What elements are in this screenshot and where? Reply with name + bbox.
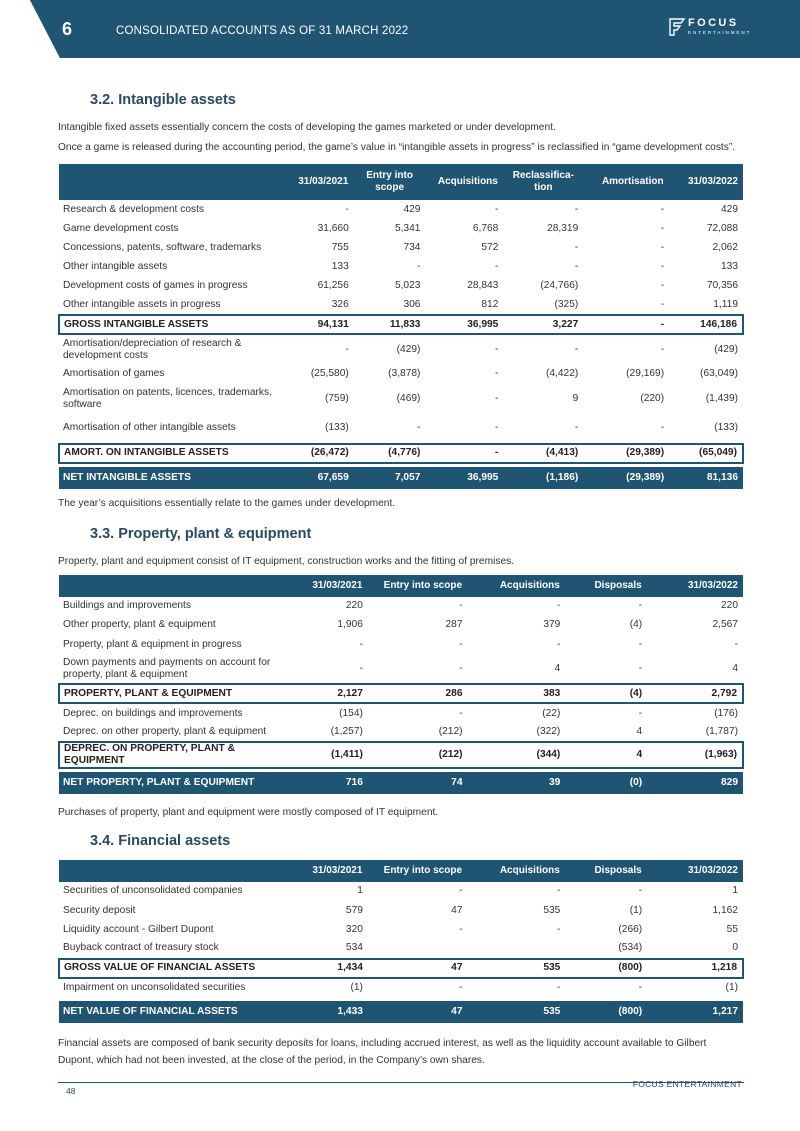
table-row: [59, 684, 743, 703]
table-cell: -: [417, 422, 421, 433]
column-header: [59, 860, 294, 882]
row-label: Research & development costs: [63, 203, 204, 215]
table-cell: 72,088: [706, 222, 738, 234]
row-label: Game development costs: [63, 222, 179, 234]
table-cell: 61,256: [317, 280, 349, 292]
table-cell: -: [459, 638, 463, 650]
table-cell: -: [574, 261, 579, 273]
table-cell: (4,776): [354, 444, 426, 463]
row-label: Amortisation/depreciation of research & development costs: [63, 337, 242, 361]
table-cell: 133: [331, 261, 349, 273]
table-cell: (29,389): [583, 467, 669, 489]
table-cell: 94,131: [290, 315, 354, 334]
table-cell: -: [660, 222, 665, 234]
table-row: [59, 238, 743, 257]
row-label: NET INTANGIBLE ASSETS: [59, 467, 290, 489]
row-label: Amortisation of other intangible assets: [63, 422, 236, 433]
row-label: GROSS INTANGIBLE ASSETS: [59, 315, 290, 334]
ppe-table: [58, 575, 744, 794]
table-cell: 220: [721, 600, 738, 612]
table-cell: 28,319: [547, 222, 579, 234]
table-cell: (22): [542, 707, 561, 719]
table-cell: (176): [714, 707, 738, 719]
table-cell: -: [556, 981, 561, 993]
table-cell: (534): [618, 942, 643, 954]
row-label: Other property, plant & equipment: [63, 619, 216, 631]
row-label: PROPERTY, PLANT & EQUIPMENT: [59, 684, 294, 703]
table-cell: -: [660, 422, 665, 433]
column-header: Entry into scope: [354, 164, 426, 200]
section-heading-financial: 3.4. Financial assets: [90, 832, 231, 849]
table-cell: (800): [565, 959, 647, 978]
table-cell: (29,169): [626, 367, 665, 379]
row-label: Liquidity account - Gilbert Dupont: [63, 923, 214, 935]
footer-rule: [58, 1082, 638, 1083]
table-cell: 1,162: [712, 904, 738, 916]
column-header: Reclassifica-tion: [503, 164, 583, 200]
table-cell: 1,433: [294, 1001, 368, 1023]
table-cell: 4: [554, 662, 561, 674]
table-row: [59, 258, 743, 277]
table-header-row: [59, 860, 743, 882]
table-cell: 716: [294, 772, 368, 794]
table-cell: (25,580): [310, 367, 349, 379]
table-header-row: [59, 575, 743, 597]
row-label: Down payments and payments on account for property, plant & equipment: [63, 656, 271, 680]
table-cell: 7,057: [354, 467, 426, 489]
table-cell: (1,963): [647, 742, 743, 768]
table-cell: (1): [350, 981, 363, 993]
table-row: [59, 635, 743, 654]
table-cell: -: [660, 203, 665, 215]
table-cell: (344): [468, 742, 566, 768]
table-cell: (133): [324, 422, 349, 433]
table-row: [59, 723, 743, 742]
focus-logo-icon: [668, 17, 686, 37]
row-label: NET PROPERTY, PLANT & EQUIPMENT: [59, 772, 294, 794]
table-cell: (1,257): [330, 725, 363, 737]
table-cell: -: [660, 343, 665, 355]
table-row: [59, 901, 743, 920]
table-cell: (212): [368, 742, 468, 768]
table-cell: -: [574, 422, 579, 433]
table-cell: (65,049): [669, 444, 743, 463]
table-row: [59, 703, 743, 722]
table-row: [59, 414, 743, 444]
table-row: [59, 277, 743, 296]
table-cell: 2,062: [712, 241, 738, 253]
row-label: Development costs of games in progress: [63, 280, 248, 292]
table-cell: 47: [368, 1001, 468, 1023]
table-row: [59, 200, 743, 219]
table-cell: 1,217: [647, 1001, 743, 1023]
table-cell: (429): [396, 343, 421, 355]
table-cell: -: [494, 422, 499, 433]
column-header: Amortisation: [583, 164, 669, 200]
table-row: [59, 742, 743, 768]
table-cell: 320: [345, 923, 363, 935]
table-row: [59, 334, 743, 364]
table-cell: -: [638, 981, 643, 993]
logo-wordmark: FOCUS: [688, 17, 739, 29]
table-cell: -: [359, 662, 363, 674]
page-header-bar: [0, 0, 800, 58]
section-heading-ppe: 3.3. Property, plant & equipment: [90, 525, 312, 542]
table-cell: (4,422): [545, 367, 579, 379]
row-label: DEPREC. ON PROPERTY, PLANT & EQUIPMENT: [59, 742, 294, 768]
table-cell: (759): [324, 392, 349, 404]
table-cell: (325): [554, 299, 579, 311]
column-header: Entry into scope: [368, 860, 468, 882]
table-cell: 4: [565, 742, 647, 768]
table-cell: 36,995: [425, 467, 503, 489]
table-cell: 31,660: [317, 222, 349, 234]
table-cell: -: [583, 315, 669, 334]
table-cell: 755: [331, 241, 349, 253]
table-cell: -: [574, 241, 579, 253]
chapter-tab-shape: [0, 0, 110, 58]
table-cell: 734: [403, 241, 421, 253]
table-cell: 286: [368, 684, 468, 703]
table-row: [59, 772, 743, 794]
row-label: Concessions, patents, software, trademarks: [63, 241, 262, 253]
table-cell: (3,878): [388, 367, 421, 379]
table-cell: -: [556, 923, 561, 935]
table-cell: (322): [536, 725, 561, 737]
table-cell: -: [345, 203, 349, 215]
table-cell: 5,341: [394, 222, 421, 234]
table-cell: -: [556, 600, 561, 612]
table-cell: 74: [368, 772, 468, 794]
intangible-assets-table: [58, 164, 744, 489]
table-cell: 146,186: [669, 315, 743, 334]
table-cell: -: [574, 343, 579, 355]
table-cell: 220: [345, 600, 363, 612]
table-cell: -: [494, 203, 499, 215]
table-cell: 535: [468, 1001, 566, 1023]
table-cell: -: [638, 638, 643, 650]
row-label: Buildings and improvements: [63, 600, 191, 612]
table-row: [59, 1001, 743, 1023]
table-cell: (1): [725, 981, 738, 993]
row-label: Deprec. on other property, plant & equipment: [63, 725, 267, 737]
table-cell: 2,567: [712, 619, 738, 631]
table-row: [59, 597, 743, 616]
table-cell: 326: [331, 299, 349, 311]
column-header: Acquisitions: [425, 164, 503, 200]
row-label: NET VALUE OF FINANCIAL ASSETS: [59, 1001, 294, 1023]
row-label: Property, plant & equipment in progress: [63, 638, 242, 650]
table-cell: 3,227: [503, 315, 583, 334]
table-cell: (212): [438, 725, 463, 737]
table-cell: -: [459, 662, 463, 674]
table-cell: -: [494, 392, 499, 404]
column-header: Entry into scope: [368, 575, 468, 597]
table-cell: 47: [451, 904, 463, 916]
table-row: [59, 219, 743, 238]
table-cell: -: [494, 367, 499, 379]
table-cell: 287: [445, 619, 463, 631]
table-cell: 829: [647, 772, 743, 794]
table-cell: -: [660, 241, 665, 253]
column-header: 31/03/2022: [669, 164, 743, 200]
column-header: 31/03/2021: [290, 164, 354, 200]
table-row: [59, 616, 743, 635]
column-header: Acquisitions: [468, 860, 566, 882]
table-row: [59, 467, 743, 489]
table-cell: -: [494, 343, 499, 355]
table-cell: 39: [468, 772, 566, 794]
chapter-number: 6: [62, 19, 73, 39]
table-cell: (1,186): [503, 467, 583, 489]
row-label: Security deposit: [63, 904, 136, 916]
table-cell: 306: [403, 299, 421, 311]
column-header: 31/03/2021: [294, 575, 368, 597]
table-cell: (4): [629, 619, 643, 631]
column-header: Disposals: [565, 860, 647, 882]
table-cell: 55: [726, 923, 738, 935]
table-cell: 81,136: [669, 467, 743, 489]
table-cell: -: [459, 600, 463, 612]
table-cell: 429: [721, 203, 738, 215]
table-cell: 535: [543, 904, 561, 916]
financial-assets-table: [58, 860, 744, 1023]
table-cell: 47: [368, 959, 468, 978]
table-cell: 28,843: [467, 280, 499, 292]
table-cell: (429): [714, 343, 738, 355]
table-cell: (24,766): [540, 280, 579, 292]
table-cell: 133: [721, 261, 738, 273]
page-content: [58, 90, 744, 1069]
table-cell: 9: [572, 392, 579, 404]
table-row: [59, 296, 743, 315]
table-cell: (1,439): [705, 392, 738, 404]
table-cell: 812: [481, 299, 499, 311]
table-row: [59, 959, 743, 978]
table-cell: 534: [345, 942, 363, 954]
table-cell: 1,119: [713, 299, 738, 311]
ppe-note: Purchases of property, plant and equipment were mostly composed of IT equipment.: [58, 806, 439, 818]
table-cell: (133): [714, 422, 738, 433]
table-cell: 2,127: [294, 684, 368, 703]
row-label: Other intangible assets: [63, 261, 168, 273]
table-row: [59, 384, 743, 414]
table-cell: -: [660, 280, 665, 292]
row-label: Buyback contract of treasury stock: [63, 942, 219, 954]
table-row: [59, 364, 743, 383]
table-cell: 4: [732, 662, 738, 674]
table-cell: -: [417, 261, 421, 273]
table-row: [59, 654, 743, 684]
table-cell: 5,023: [394, 280, 421, 292]
table-cell: -: [556, 885, 561, 897]
table-cell: -: [734, 638, 738, 650]
table-cell: 67,659: [290, 467, 354, 489]
table-cell: 6,768: [472, 222, 499, 234]
table-cell: 579: [345, 904, 363, 916]
table-row: [59, 978, 743, 997]
brand-logo: [668, 17, 752, 43]
ppe-paragraph: Property, plant and equipment consist of IT equipment, construction works and the fitting of premises.: [58, 555, 515, 567]
table-cell: 1: [732, 885, 738, 897]
table-cell: -: [459, 981, 463, 993]
footer-brand: FOCUS ENTERTAINMENT: [632, 1079, 742, 1089]
table-cell: 572: [481, 241, 499, 253]
table-cell: -: [574, 203, 579, 215]
intangible-note: The year’s acquisitions essentially relate to the games under development.: [58, 497, 396, 509]
table-cell: -: [459, 923, 463, 935]
table-cell: -: [359, 638, 363, 650]
table-cell: (63,049): [700, 367, 738, 379]
table-cell: (4): [565, 684, 647, 703]
table-cell: -: [660, 299, 665, 311]
table-cell: (1,787): [705, 725, 738, 737]
table-cell: (26,472): [290, 444, 354, 463]
table-cell: 429: [403, 203, 421, 215]
table-row: [59, 920, 743, 939]
page-number: 48: [66, 1086, 76, 1096]
table-cell: -: [638, 885, 643, 897]
table-cell: 379: [543, 619, 561, 631]
column-header: 31/03/2021: [294, 860, 368, 882]
table-header-row: [59, 164, 743, 200]
intangible-paragraph-2: Once a game is released during the accounting period, the game’s value in “intangible assets in progress” is reclassified in “game development costs”.: [58, 142, 736, 153]
table-cell: -: [425, 444, 503, 463]
table-cell: -: [459, 885, 463, 897]
table-cell: -: [345, 343, 349, 355]
header-title: CONSOLIDATED ACCOUNTS AS OF 31 MARCH 2022: [116, 25, 409, 37]
section-heading-intangible: 3.2. Intangible assets: [90, 92, 236, 108]
table-cell: -: [638, 662, 643, 674]
column-header: Disposals: [565, 575, 647, 597]
table-cell: (154): [339, 707, 363, 719]
column-header: 31/03/2022: [647, 575, 743, 597]
table-cell: (800): [565, 1001, 647, 1023]
column-header: Acquisitions: [468, 575, 566, 597]
table-cell: -: [638, 600, 643, 612]
table-cell: -: [638, 707, 643, 719]
table-cell: 2,792: [647, 684, 743, 703]
intangible-paragraph-1: Intangible fixed assets essentially concern the costs of developing the games marketed or under development.: [58, 122, 556, 133]
table-cell: (220): [640, 392, 665, 404]
row-label: AMORT. ON INTANGIBLE ASSETS: [59, 444, 290, 463]
table-cell: 1: [357, 885, 363, 897]
row-label: Impairment on unconsolidated securities: [63, 981, 246, 993]
table-cell: [468, 939, 566, 958]
table-cell: 4: [636, 725, 643, 737]
table-cell: 1,218: [647, 959, 743, 978]
table-cell: -: [494, 261, 499, 273]
table-cell: 11,833: [354, 315, 426, 334]
row-label: Securities of unconsolidated companies: [63, 885, 243, 897]
table-cell: -: [660, 261, 665, 273]
financial-note: Financial assets are composed of bank security deposits for loans, including accrued interest, as well as the liquidity account available to Gilbert Dupont, which had not been invested, at the close of the period, in the Company’s own shares.: [58, 1037, 707, 1066]
table-cell: -: [556, 638, 561, 650]
table-cell: -: [459, 707, 463, 719]
table-cell: 535: [468, 959, 566, 978]
table-cell: 36,995: [425, 315, 503, 334]
table-cell: (29,389): [583, 444, 669, 463]
table-row: [59, 315, 743, 334]
column-header: [59, 164, 290, 200]
table-cell: (469): [396, 392, 421, 404]
table-cell: (0): [565, 772, 647, 794]
row-label: Amortisation on patents, licences, trademarks, software: [63, 386, 272, 410]
table-cell: 1,434: [294, 959, 368, 978]
table-cell: [368, 939, 468, 958]
row-label: Deprec. on buildings and improvements: [63, 707, 243, 719]
row-label: Other intangible assets in progress: [63, 299, 221, 311]
table-row: [59, 882, 743, 901]
logo-subtitle: ENTERTAINMENT: [688, 30, 752, 35]
column-header: 31/03/2022: [647, 860, 743, 882]
table-row: [59, 939, 743, 958]
table-cell: 1,906: [337, 619, 363, 631]
table-cell: (1): [629, 904, 643, 916]
row-label: GROSS VALUE OF FINANCIAL ASSETS: [59, 959, 294, 978]
table-cell: (266): [618, 923, 643, 935]
table-cell: 70,356: [706, 280, 738, 292]
table-cell: (1,411): [294, 742, 368, 768]
row-label: Amortisation of games: [63, 367, 165, 379]
table-row: [59, 444, 743, 463]
table-cell: (4,413): [503, 444, 583, 463]
table-cell: 383: [468, 684, 566, 703]
column-header: [59, 575, 294, 597]
table-cell: 0: [732, 942, 738, 954]
